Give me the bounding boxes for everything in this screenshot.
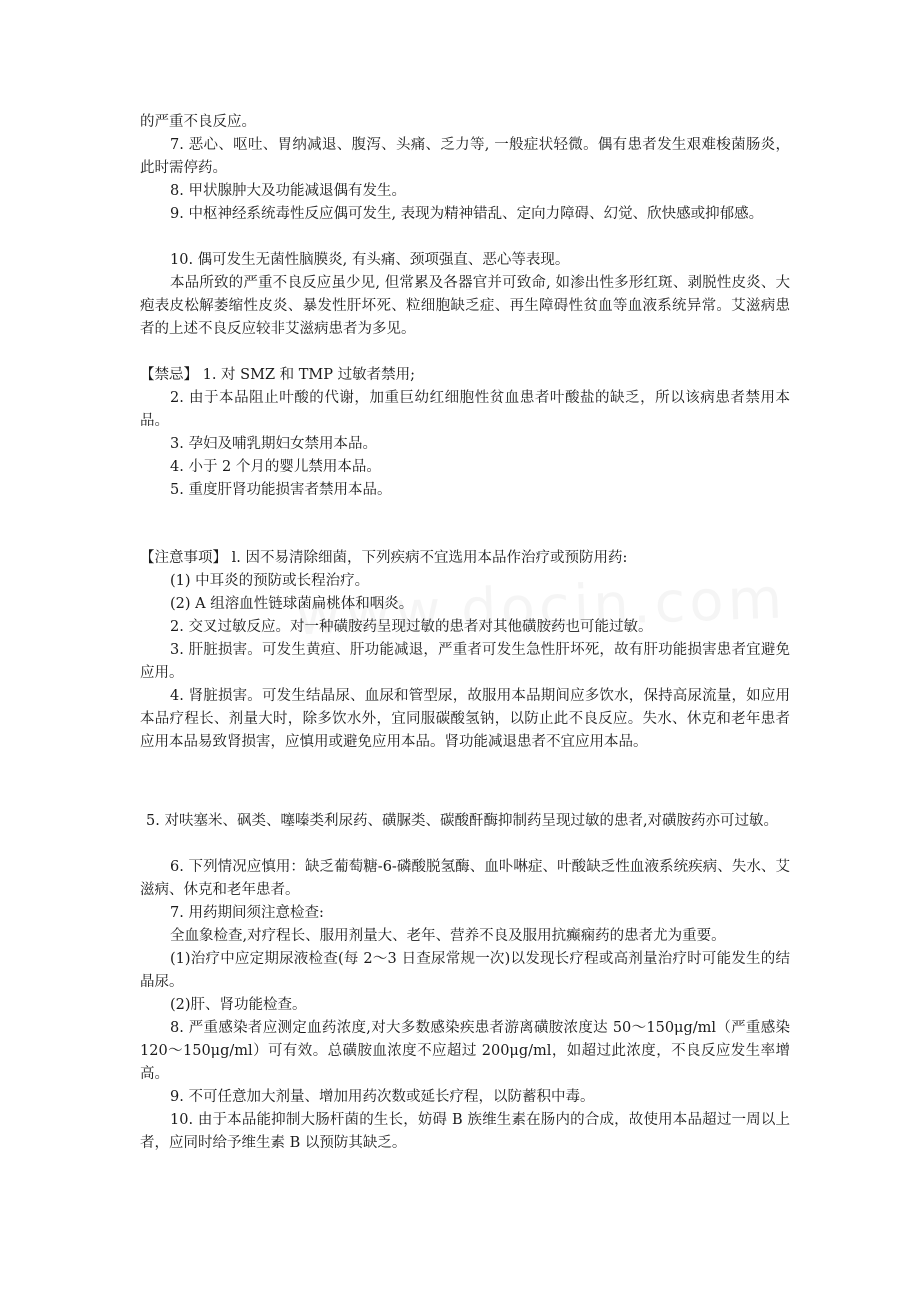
precaution-item-5: 5. 对呋塞米、砜类、噻嗪类利尿药、磺脲类、碳酸酐酶抑制药呈现过敏的患者,对磺胺药亦可过敏。 [146,813,779,829]
precaution-item-7-urine: (1)治疗中应定期尿液检查(每 2～3 日查尿常规一次)以发现长疗程或高剂量治疗时可能发生的结晶尿。 [140,951,790,990]
adverse-item-10: 10. 偶可发生无菌性脑膜炎, 有头痛、颈项强直、恶心等表现。 [170,252,570,268]
precaution-item-3: 3. 肝脏损害。可发生黄疸、肝功能减退，严重者可发生急性肝坏死，故有肝功能损害患者宜避免应用。 [140,642,790,681]
precaution-item-7: 7. 用药期间须注意检查: [170,905,324,921]
adverse-item-9: 9. 中枢神经系统毒性反应偶可发生, 表现为精神错乱、定向力障碍、幻觉、欣快感或抑郁感。 [170,206,764,222]
precaution-sub-1: (1) 中耳炎的预防或长程治疗。 [170,573,370,589]
precaution-sub-2: (2) A 组溶血性链球菌扁桃体和咽炎。 [170,596,414,612]
contraindications-heading: 【禁忌】 1. 对 SMZ 和 TMP 过敏者禁用; [140,367,416,383]
precaution-item-8: 8. 严重感染者应测定血药浓度,对大多数感染疾患者游离磺胺浓度达 50～150μg/ml（严重感染 120～150μg/ml）可有效。总磺胺血浓度不应超过 200μg/ml，如超过此浓度，不良反应发生率增高。 [140,1020,790,1082]
precaution-item-4: 4. 肾脏损害。可发生结晶尿、血尿和管型尿，故服用本品期间应多饮水，保持高尿流量，如应用本品疗程长、剂量大时，除多饮水外，宜同服碳酸氢钠，以防止此不良反应。失水、休克和老年患者应用本品易致肾损害，应慎用或避免应用本品。肾功能减退患者不宜应用本品。 [140,688,790,750]
adverse-item-7: 7. 恶心、呕吐、胃纳减退、腹泻、头痛、乏力等, 一般症状轻微。偶有患者发生艰难梭菌肠炎，此时需停药。 [140,137,790,176]
precaution-item-2: 2. 交叉过敏反应。对一种磺胺药呈现过敏的患者对其他磺胺药也可能过敏。 [170,619,653,635]
contraindication-item-5: 5. 重度肝肾功能损害者禁用本品。 [170,482,392,498]
precaution-item-10: 10. 由于本品能抑制大肠杆菌的生长，妨碍 B 族维生素在肠内的合成，故使用本品超过一周以上者，应同时给予维生素 B 以预防其缺乏。 [140,1112,790,1151]
precaution-item-7-blood: 全血象检查,对疗程长、服用剂量大、老年、营养不良及服用抗癫痫药的患者尤为重要。 [170,928,726,944]
adverse-summary: 本品所致的严重不良反应虽少见, 但常累及各器官并可致命, 如渗出性多形红斑、剥脱性皮炎、大疱表皮松解萎缩性皮炎、暴发性肝坏死、粒细胞缺乏症、再生障碍性贫血等血液系统异常。艾滋病患者的上述不良反应较非艾滋病患者为多见。 [140,275,790,337]
adverse-item-8: 8. 甲状腺肿大及功能减退偶有发生。 [170,183,406,199]
precaution-item-9: 9. 不可任意加大剂量、增加用药次数或延长疗程，以防蓄积中毒。 [170,1089,595,1105]
contraindication-item-2: 2. 由于本品阻止叶酸的代谢，加重巨幼红细胞性贫血患者叶酸盐的缺乏，所以该病患者禁用本品。 [140,390,790,429]
adverse-tail-line: 的严重不良反应。 [140,114,256,130]
precaution-item-7-liver: (2)肝、肾功能检查。 [170,997,307,1013]
precaution-item-6: 6. 下列情况应慎用：缺乏葡萄糖-6-磷酸脱氢酶、血卟啉症、叶酸缺乏性血液系统疾病、失水、艾滋病、休克和老年患者。 [140,859,790,898]
contraindication-item-3: 3. 孕妇及哺乳期妇女禁用本品。 [170,436,377,452]
contraindication-item-4: 4. 小于 2 个月的婴儿禁用本品。 [170,459,381,475]
precautions-heading: 【注意事项】 l. 因不易清除细菌，下列疾病不宜选用本品作治疗或预防用药: [140,550,628,566]
